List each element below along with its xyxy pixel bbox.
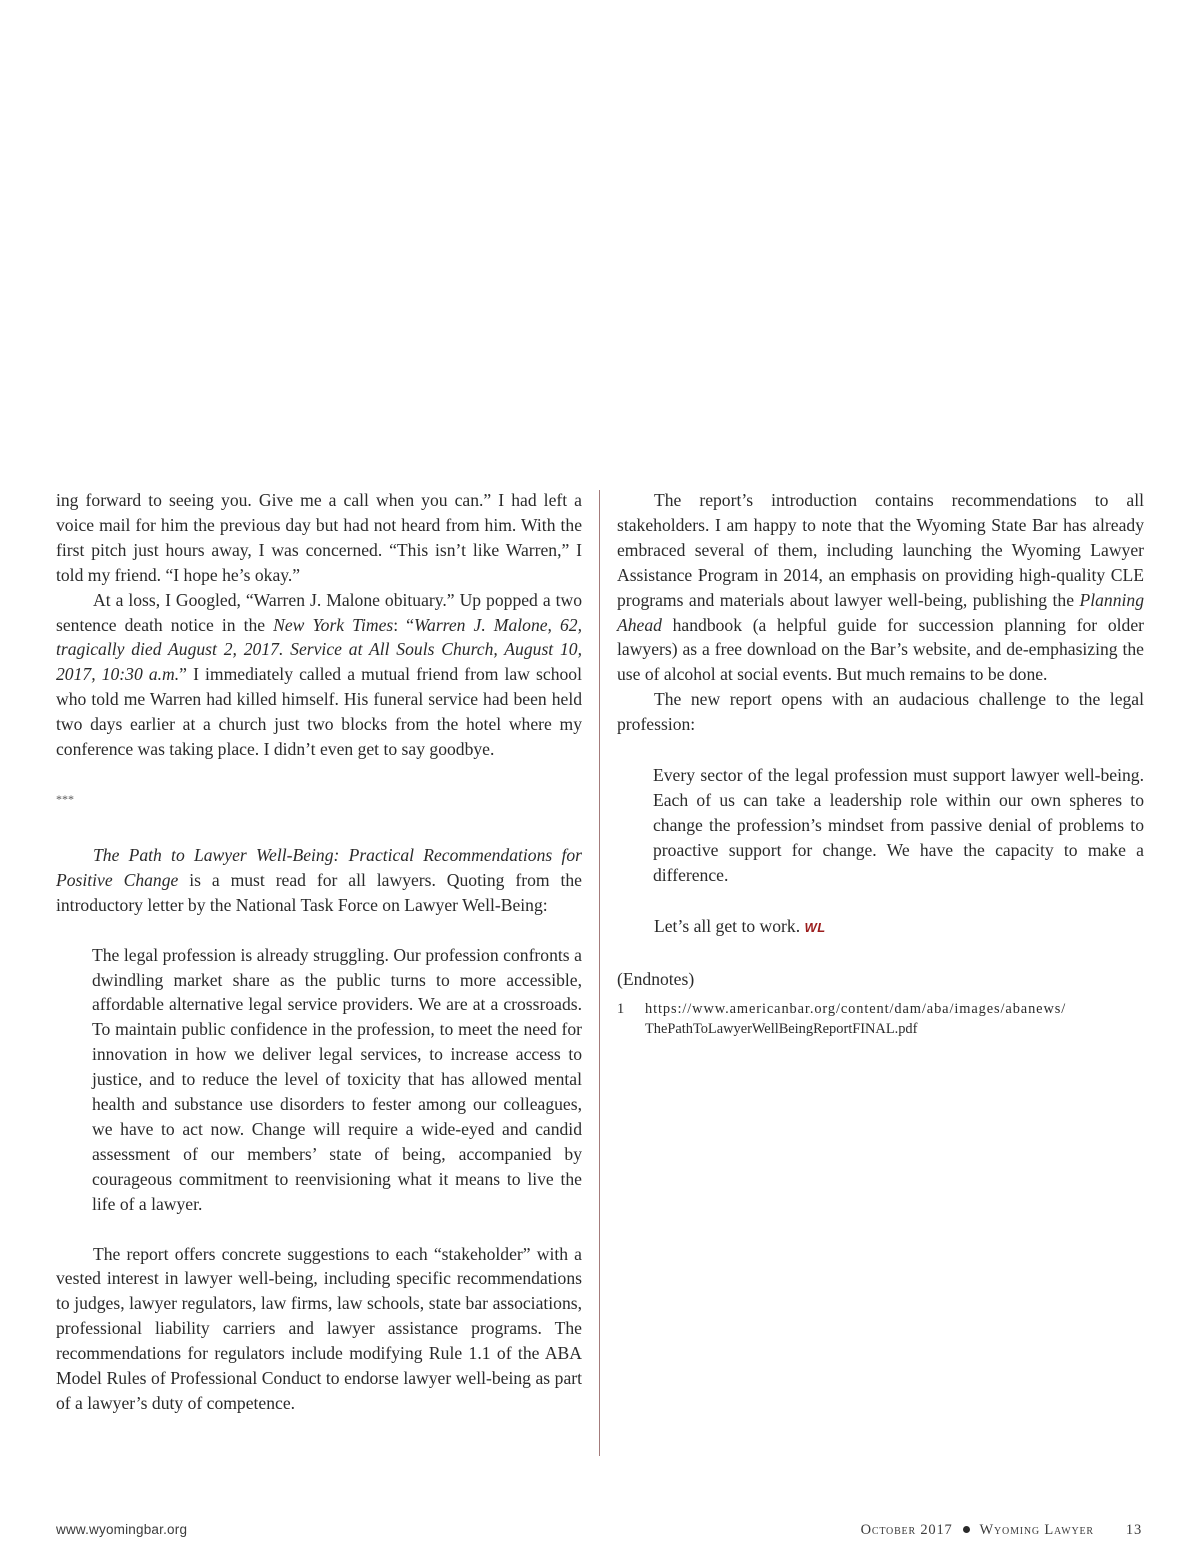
footer-issue-date: October 2017 bbox=[860, 1522, 953, 1538]
page-number: 13 bbox=[1125, 1522, 1142, 1538]
block-quote-task-force: The legal profession is already struggling. Our profession confronts a dwindling market share as the public turns to more accessible, affordable alternative legal service providers. We are at a crossroads. To maintain public confidence in the profession, to meet the need for innovation in how we deliver legal services, to increase access to justice, and to reduce the level of toxicity that has allowed mental health and substance use disorders to fester among our colleagues, we have to act now. Change will require a wide-eyed and candid assessment of our members’ state of being, accompanied by courageous commitment to reenvisioning what it means to live the life of a lawyer. bbox=[92, 944, 582, 1214]
column-divider bbox=[599, 490, 600, 1456]
paragraph-challenge: The new report opens with an audacious challenge to the legal profession: bbox=[617, 689, 1144, 735]
footer-publication: Wyoming Lawyer bbox=[979, 1522, 1094, 1538]
footer-website[interactable]: www.wyomingbar.org bbox=[56, 1522, 188, 1537]
paragraph-continued: ing forward to seeing you. Give me a call when you can.” I had left a voice mail for him the previous day but had not heard from him. With the first pitch just hours away, I was concerned. “This isn’t like Warren,” I told my friend. “I hope he’s okay.” bbox=[56, 490, 582, 585]
right-column bbox=[617, 488, 1144, 1039]
paragraph-wyoming-bar bbox=[617, 488, 1144, 687]
text-run: ” I immediately called a mutual friend from law school who told me Warren had killed himself. His funeral service had been held two days earlier at a church just two blocks from the hotel where my conference was taking place. I didn’t even get to say goodbye. bbox=[56, 664, 582, 760]
report-title: The Path to Lawyer Well-Being: Practical Recommendations for Positive Change bbox=[56, 844, 582, 890]
paragraph-report-intro bbox=[56, 843, 582, 918]
footer-issue-info bbox=[861, 1522, 1142, 1539]
left-column bbox=[56, 488, 582, 1416]
endnotes-heading: (Endnotes) bbox=[617, 968, 695, 989]
section-separator: *** bbox=[56, 791, 74, 806]
end-mark-logo: WL bbox=[804, 919, 826, 935]
text-run: At a loss, I Googled, “Warren J. Malone obituary.” Up popped a two sentence death notice in the bbox=[56, 589, 582, 635]
text-run: handbook (a helpful guide for succession planning for older lawyers) as a free download on the Bar’s website, and de-emphasizing the use of alcohol at social events. But much remains to be done. bbox=[617, 614, 1144, 685]
death-notice-quote: Warren J. Malone, 62, tragically died August 2, 2017. Service at All Souls Church, August 10, 2017, 10:30 a.m. bbox=[56, 614, 583, 685]
endnote-item bbox=[617, 999, 1144, 1039]
text-run: Let’s all get to work. bbox=[654, 915, 805, 936]
endnote-url[interactable]: https://www.americanbar.org/content/dam/aba/images/abanews/ bbox=[645, 1001, 1067, 1018]
text-run: : “ bbox=[393, 614, 414, 635]
newspaper-title: New York Times bbox=[273, 614, 394, 635]
paragraph-obituary bbox=[56, 588, 582, 762]
paragraph-stakeholders: The report offers concrete suggestions to each “stakeholder” with a vested interest in lawyer well-being, including specific recommendations to judges, lawyer regulators, law firms, law schools, state bar associations, professional liability carriers and lawyer assistance programs. The recommendations for regulators include modifying Rule 1.1 of the ABA Model Rules of Professional Conduct to endorse lawyer well-being as part of a lawyer’s duty of competence. bbox=[56, 1243, 582, 1413]
closing-line bbox=[617, 914, 1144, 941]
bullet-icon bbox=[963, 1526, 970, 1533]
handbook-title: Planning Ahead bbox=[617, 589, 1144, 635]
endnote-filename[interactable]: ThePathToLawyerWellBeingReportFINAL.pdf bbox=[645, 1021, 918, 1038]
block-quote-report: Every sector of the legal profession must support lawyer well-being. Each of us can take a leadership role within our own spheres to change the profession’s mindset from passive denial of problems to proactive support for change. We have the capacity to make a difference. bbox=[653, 765, 1144, 885]
endnote-text bbox=[645, 999, 1066, 1039]
endnote-number: 1 bbox=[617, 1001, 625, 1018]
text-run: The report’s introduction contains recommendations to all stakeholders. I am happy to note that the Wyoming State Bar has already embraced several of them, including launching the Wyoming Lawyer Assistance Program in 2014, an emphasis on providing high-quality CLE programs and materials about lawyer well-being, publishing the bbox=[617, 490, 1144, 610]
text-run: is a must read for all lawyers. Quoting from the introductory letter by the National Task Force on Lawyer Well-Being: bbox=[56, 869, 582, 915]
